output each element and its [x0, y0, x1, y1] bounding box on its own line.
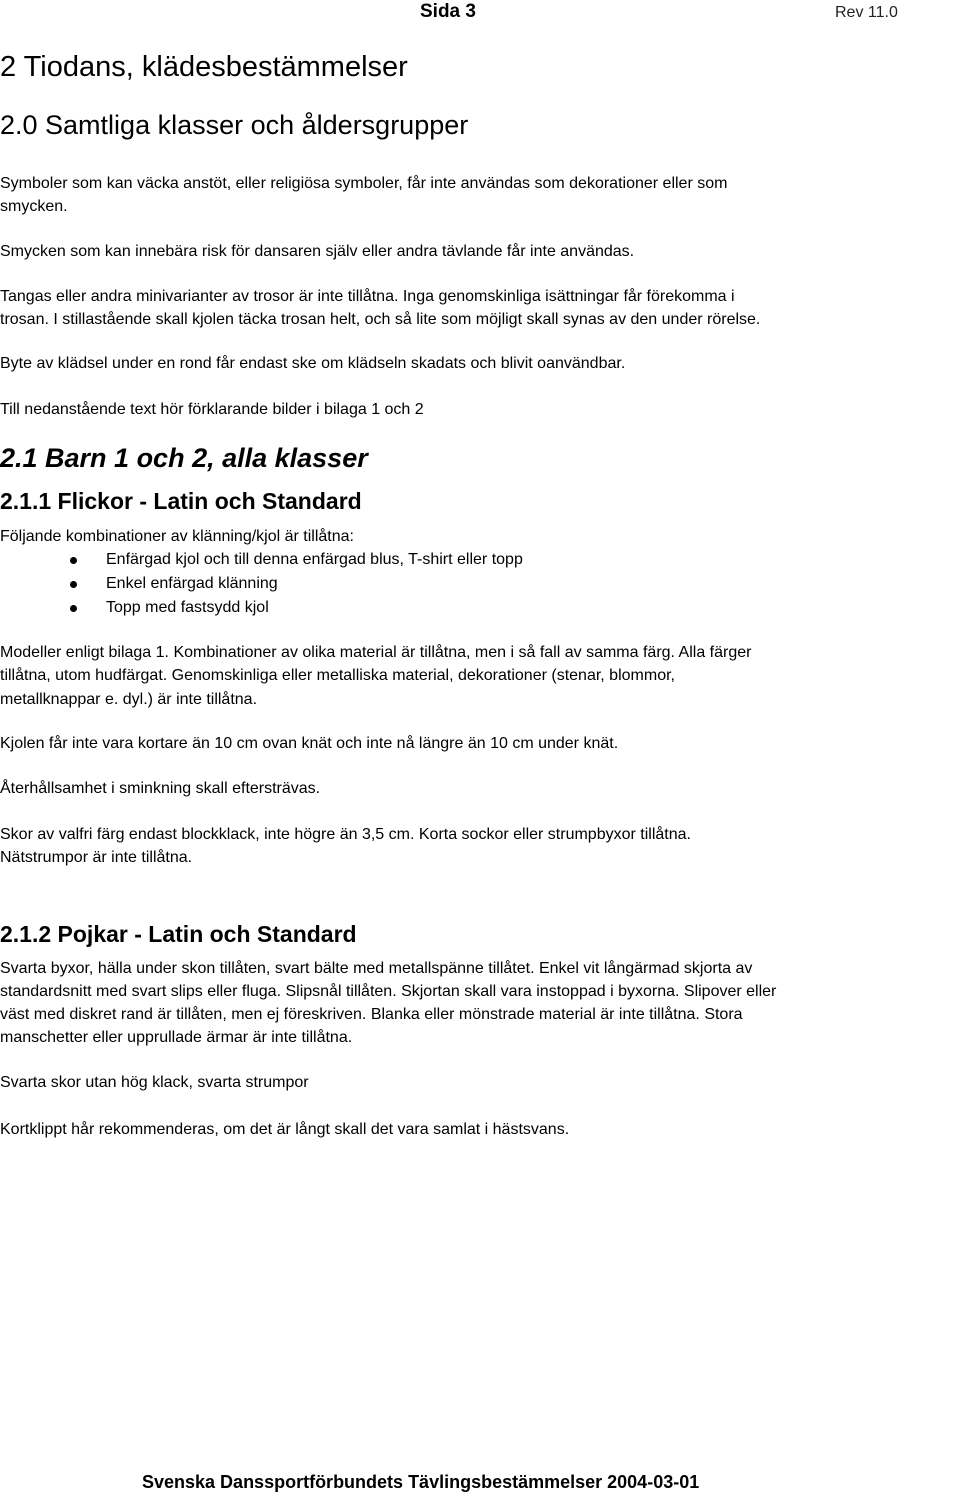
list-item-text: Enfärgad kjol och till denna enfärgad blus, T-shirt eller topp [106, 551, 523, 568]
revision-label: Rev 11.0 [835, 4, 898, 21]
paragraph-symbols-2: smycken. [0, 198, 68, 215]
girls-makeup: Återhållsamhet i sminkning skall eftersträvas. [0, 780, 321, 797]
boys-clothes-1: Svarta byxor, hälla under skon tillåten, svart bälte med metallspänne tillåtet. Enkel vit långärmad skjorta av [0, 960, 753, 977]
paragraph-tangas-2: trosan. I stillastående skall kjolen täcka trosan helt, och så lite som möjligt skall synas av den under rörelse. [0, 311, 761, 328]
bullet-icon [70, 605, 77, 612]
girls-models-1: Modeller enligt bilaga 1. Kombinationer av olika material är tillåtna, men i så fall av samma färg. Alla färger [0, 644, 752, 661]
page-footer: Svenska Danssportförbundets Tävlingsbestämmelser 2004-03-01 [142, 1472, 700, 1492]
list-item-text: Topp med fastsydd kjol [106, 599, 269, 616]
boys-hair: Kortklippt hår rekommenderas, om det är långt skall det vara samlat i hästsvans. [0, 1121, 570, 1138]
girls-models-2: tillåtna, utom hudfärgat. Genomskinliga eller metalliska material, dekorationer (stenar, blommor, [0, 667, 675, 684]
boys-clothes-2: standardsnitt med svart slips eller fluga. Slipsnål tillåten. Skjortan skall vara instoppad i byxorna. Slipover eller [0, 983, 777, 1000]
bullet-icon [70, 557, 77, 564]
paragraph-appendix-ref: Till nedanstående text hör förklarande bilder i bilaga 1 och 2 [0, 401, 424, 418]
girls-models-3: metallknappar e. dyl.) är inte tillåtna. [0, 691, 258, 708]
paragraph-jewelry: Smycken som kan innebära risk för dansaren själv eller andra tävlande får inte användas. [0, 243, 635, 260]
section-heading-2-1: 2.1 Barn 1 och 2, alla klasser [0, 443, 368, 473]
boys-clothes-4: manschetter eller upprullade ärmar är inte tillåtna. [0, 1029, 353, 1046]
boys-shoes: Svarta skor utan hög klack, svarta strumpor [0, 1074, 309, 1091]
subsection-heading-boys: 2.1.2 Pojkar - Latin och Standard [0, 921, 357, 947]
boys-clothes-3: väst med diskret rand är tillåten, men ej föreskriven. Blanka eller mönstrade material är inte tillåtna. Stora [0, 1006, 743, 1023]
girls-skirt-length: Kjolen får inte vara kortare än 10 cm ovan knät och inte nå längre än 10 cm under knät. [0, 735, 619, 752]
list-item-text: Enkel enfärgad klänning [106, 575, 278, 592]
paragraph-change-clothes: Byte av klädsel under en rond får endast ske om klädseln skadats och blivit oanvändbar. [0, 355, 626, 372]
girls-shoes-2: Nätstrumpor är inte tillåtna. [0, 849, 193, 866]
paragraph-tangas-1: Tangas eller andra minivarianter av trosor är inte tillåtna. Inga genomskinliga isättningar får förekomma i [0, 288, 735, 305]
section-heading-2-0: 2.0 Samtliga klasser och åldersgrupper [0, 110, 469, 140]
paragraph-symbols-1: Symboler som kan väcka anstöt, eller religiösa symboler, får inte användas som dekorationer eller som [0, 175, 728, 192]
chapter-heading: 2 Tiodans, klädesbestämmelser [0, 51, 408, 83]
subsection-heading-girls: 2.1.1 Flickor - Latin och Standard [0, 488, 362, 514]
page-number: Sida 3 [420, 1, 476, 22]
bullet-icon [70, 581, 77, 588]
girls-intro: Följande kombinationer av klänning/kjol är tillåtna: [0, 528, 354, 545]
girls-shoes-1: Skor av valfri färg endast blockklack, inte högre än 3,5 cm. Korta sockor eller strumpbyxor tillåtna. [0, 826, 691, 843]
